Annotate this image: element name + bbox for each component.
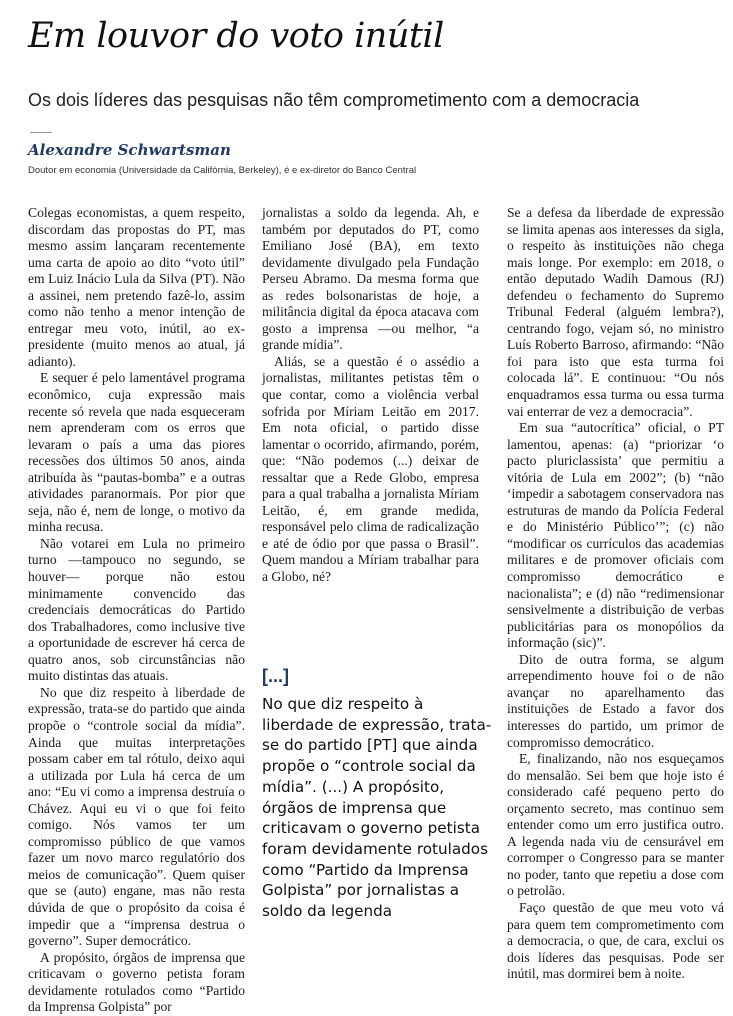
- author-bio: Doutor em economia (Universidade da Califórnia, Berkeley), é e ex-diretor do Banco Central: [28, 165, 417, 176]
- paragraph: No que diz respeito à liberdade de expressão, trata-se do partido que ainda propõe o “controle social da mídia”. Ainda que muitas interpretações possam caber em tal rótulo, deixo aqui a utilizada por Lula há cerca de um ano: “Eu vi como a imprensa destruía o Chávez. Aqui eu vi o que foi feito comigo. Nós vamos ter um compromisso público de que vamos fazer um novo marco regulatório dos meios de comunicação”. Quem quiser que se (auto) engane, mas não resta dúvida de que o propósito da coisa é impedir que a “imprensa destrua o governo”. Super democrático.: [28, 684, 245, 949]
- paragraph: E, finalizando, não nos esqueçamos do mensalão. Sei bem que hoje isto é considerado café pequeno perto do orçamento secreto, mas continuo sem entender como um erro justifica outro. A legenda nada viu de censurável em corromper o Congresso para se manter no poder, tanto que repetiu a dose com o petrolão.: [507, 751, 724, 899]
- paragraph: Faço questão de que meu voto vá para quem tem comprometimento com a democracia, o que, de cara, exclui os dois líderes das pesquisas. Pode ser inútil, mas dormirei bem à noite.: [507, 899, 724, 982]
- paragraph: E sequer é pelo lamentável programa econômico, cuja expressão mais recente só revela que nada esqueceram nem aprenderam com os erros que levaram o país a uma das piores recessões dos últimos 50 anos, ainda atribuída às “pautas-bomba” e a outras atividades paranormais. Por pior que seja, não é, nem de longe, o motivo da minha recusa.: [28, 370, 245, 535]
- paragraph: Não votarei em Lula no primeiro turno —tampouco no segundo, se houver— porque não estou minimamente convencido das credenciais democráticas do Partido dos Trabalhadores, como inclusive tive a oportunidade de escrever há cerca de quatro anos, sob circunstâncias não muito distintas das atuais.: [28, 535, 245, 684]
- article-column-1: [28, 205, 245, 1016]
- headline: Em louvor do voto inútil: [28, 16, 444, 56]
- article-column-3: [507, 205, 724, 983]
- subheadline: Os dois líderes das pesquisas não têm comprometimento com a democracia: [28, 90, 640, 110]
- pull-quote-marker: [...]: [262, 666, 289, 686]
- article-column-2: [262, 205, 479, 586]
- paragraph: A propósito, órgãos de imprensa que criticavam o governo petista foram devidamente rotulados como “Partido da Imprensa Golpista” por: [28, 949, 245, 1015]
- paragraph: jornalistas a soldo da legenda. Ah, e também por deputados do PT, como Emiliano José (BA), em texto devidamente divulgado pela Fundação Perseu Abramo. Da mesma forma que as redes bolsonaristas de hoje, a militância digital da época atacava com gosto a imprensa —ou melhor, “a grande mídia”.: [262, 205, 479, 353]
- paragraph: Em sua “autocrítica” oficial, o PT lamentou, apenas: (a) “priorizar ‘o pacto pluriclassista’ que permitiu a vitória de Lula em 2002”; (b) “não ‘impedir a sabotagem conservadora nas estruturas de mando da Polícia Federal e do Ministério Público’”; (c) não “modificar os currículos das academias militares e de promover oficiais com compromisso democrático e nacionalista”; e (d) não “redimensionar sensivelmente a distribuição de verbas publicitárias para os monopólios da informação (sic)”.: [507, 420, 724, 651]
- paragraph: Se a defesa da liberdade de expressão se limita apenas aos interesses da sigla, o respeito às instituições não chega mais longe. Por exemplo: em 2018, o então deputado Wadih Damous (RJ) defendeu o fechamento do Supremo Tribunal Federal (alguém lembra?), centrando fogo, vejam só, no ministro Luís Roberto Barroso, afirmando: “Não foi para isto que esta turma foi colocada lá”. E continuou: “Ou nós enquadramos essa turma ou essa turma vai enterrar de vez a democracia”.: [507, 205, 724, 419]
- paragraph: Aliás, se a questão é o assédio a jornalistas, militantes petistas têm o que contar, como a violência verbal sofrida por Míriam Leitão em 2017. Em nota oficial, o partido disse lamentar o ocorrido, afirmando, porém, que: “Não podemos (...) deixar de ressaltar que a Rede Globo, empresa para a qual trabalha a jornalista Míriam Leitão, é, em grande medida, responsável pelo clima de radicalização e até de ódio por que passa o Brasil”. Quem mandou a Míriam trabalhar para a Globo, né?: [262, 353, 479, 585]
- paragraph: Dito de outra forma, se algum arrependimento houve foi o de não avançar no aparelhamento das instituições de Estado a favor dos interesses do partido, um primor de compromisso democrático.: [507, 651, 724, 750]
- author-name: Alexandre Schwartsman: [28, 141, 231, 159]
- author-divider: [30, 132, 52, 133]
- paragraph: Colegas economistas, a quem respeito, discordam das propostas do PT, mas mesmo assim lançaram recentemente uma carta de apoio ao dito “voto útil” em Luiz Inácio Lula da Silva (PT). Não a assinei, nem pretendo fazê-lo, assim como não tenho a menor intenção de entregar meu voto, inútil, ao ex-presidente (muito menos ao atual, já adianto).: [28, 205, 245, 369]
- pull-quote: No que diz respeito à liberdade de expressão, trata-se do partido [PT] que ainda propõe o “controle social da mídia”. (...) A propósito, órgãos de imprensa que criticavam o governo petista foram devidamente rotulados como “Partido da Imprensa Golpista” por jornalistas a soldo da legenda: [262, 695, 492, 921]
